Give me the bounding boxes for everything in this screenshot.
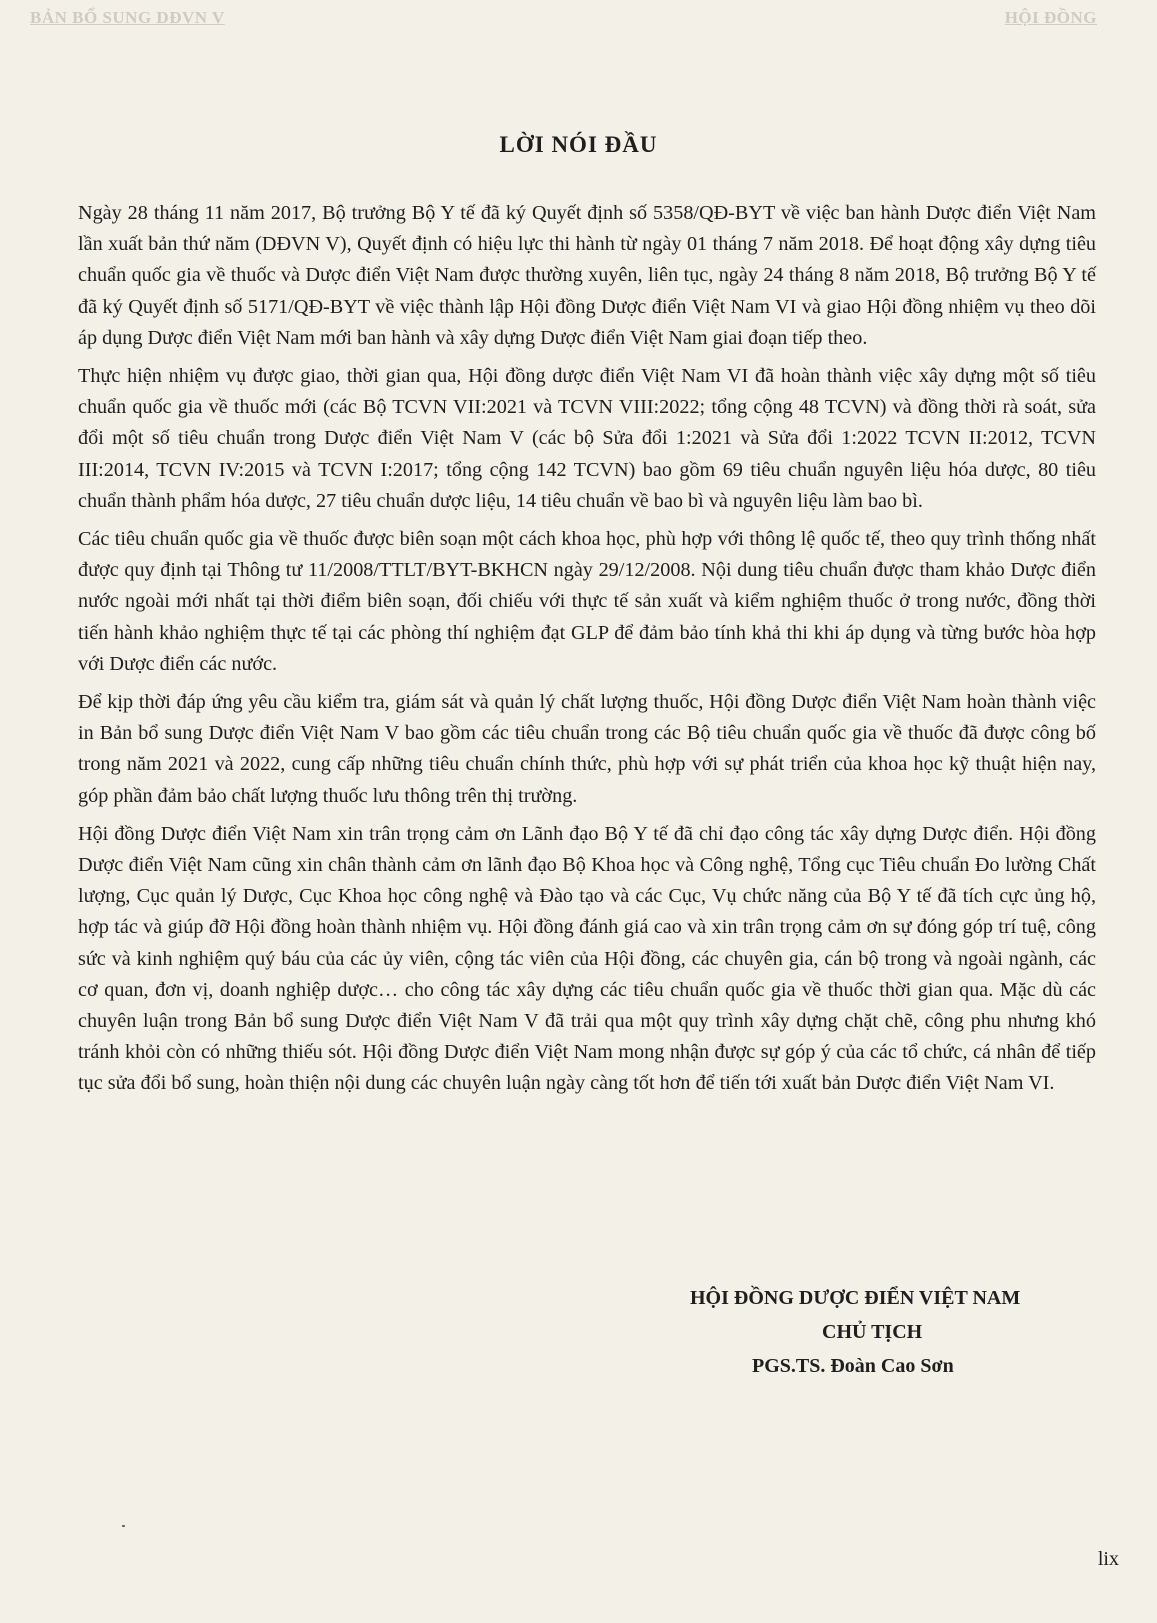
ink-speck xyxy=(122,1525,125,1527)
signature-organization: HỘI ĐỒNG DƯỢC ĐIỂN VIỆT NAM xyxy=(690,1287,1021,1309)
paragraph-5: Hội đồng Dược điển Việt Nam xin trân trọng cảm ơn Lãnh đạo Bộ Y tế đã chỉ đạo công tác xây dựng Dược điển. Hội đồng Dược điển Việt Nam cũng xin chân thành cảm ơn lãnh đạo Bộ Khoa học và Công nghệ, Tổng cục Tiêu chuẩn Đo lường Chất lượng, Cục quản lý Dược, Cục Khoa học công nghệ và Đào tạo và các Cục, Vụ chức năng của Bộ Y tế đã tích cực ủng hộ, hợp tác và giúp đỡ Hội đồng hoàn thành nhiệm vụ. Hội đồng đánh giá cao và xin trân trọng cảm ơn sự đóng góp trí tuệ, công sức và kinh nghiệm quý báu của các ủy viên, cộng tác viên của Hội đồng, các chuyên gia, cán bộ trong và ngoài ngành, các cơ quan, đơn vị, doanh nghiệp dược… cho công tác xây dựng các tiêu chuẩn quốc gia về thuốc thời gian qua. Mặc dù các chuyên luận trong Bản bổ sung Dược điển Việt Nam V đã trải qua một quy trình xây dựng chặt chẽ, công phu nhưng khó tránh khỏi còn có những thiếu sót. Hội đồng Dược điển Việt Nam mong nhận được sự góp ý của các tổ chức, cá nhân để tiếp tục sửa đổi bổ sung, hoàn thiện nội dung các chuyên luận ngày càng tốt hơn để tiến tới xuất bản Dược điển Việt Nam VI. xyxy=(78,822,1096,1095)
paragraph-2: Thực hiện nhiệm vụ được giao, thời gian qua, Hội đồng dược điển Việt Nam VI đã hoàn thành việc xây dựng một số tiêu chuẩn quốc gia về thuốc mới (các Bộ TCVN VII:2021 và TCVN VIII:2022; tổng cộng 48 TCVN) và đồng thời rà soát, sửa đổi một số tiêu chuẩn trong Dược điển Việt Nam V (các bộ Sửa đổi 1:2021 và Sửa đổi 1:2022 TCVN II:2012, TCVN III:2014, TCVN IV:2015 và TCVN I:2017; tổng cộng 142 TCVN) bao gồm 69 tiêu chuẩn nguyên liệu hóa dược, 80 tiêu chuẩn thành phẩm hóa dược, 27 tiêu chuẩn dược liệu, 14 tiêu chuẩn về bao bì và nguyên liệu làm bao bì. xyxy=(78,365,1096,512)
foreword-body xyxy=(78,198,1096,1107)
faded-running-header-right: HỘI ĐỒNG xyxy=(1004,8,1097,27)
page-title: LỜI NÓI ĐẦU xyxy=(499,132,658,157)
signature-name: PGS.TS. Đoàn Cao Sơn xyxy=(752,1355,954,1377)
signature-role: CHỦ TỊCH xyxy=(822,1321,923,1343)
paragraph-4: Để kịp thời đáp ứng yêu cầu kiểm tra, giám sát và quản lý chất lượng thuốc, Hội đồng Dược điển Việt Nam hoàn thành việc in Bản bổ sung Dược điển Việt Nam V bao gồm các tiêu chuẩn trong các Bộ tiêu chuẩn quốc gia về thuốc đã được công bố trong năm 2021 và 2022, cung cấp những tiêu chuẩn chính thức, phù hợp với sự phát triển của khoa học kỹ thuật hiện nay, góp phần đảm bảo chất lượng thuốc lưu thông trên thị trường. xyxy=(78,691,1096,807)
faded-running-header-left: BẢN BỔ SUNG DĐVN V xyxy=(30,8,225,27)
paragraph-3: Các tiêu chuẩn quốc gia về thuốc được biên soạn một cách khoa học, phù hợp với thông lệ quốc tế, theo quy trình thống nhất được quy định tại Thông tư 11/2008/TTLT/BYT-BKHCN ngày 29/12/2008. Nội dung tiêu chuẩn được tham khảo Dược điển nước ngoài mới nhất tại thời điểm biên soạn, đối chiếu với thực tế sản xuất và kiểm nghiệm thuốc ở trong nước, đồng thời tiến hành khảo nghiệm thực tế tại các phòng thí nghiệm đạt GLP để đảm bảo tính khả thi khi áp dụng và từng bước hòa hợp với Dược điển các nước. xyxy=(78,528,1096,675)
paragraph-1: Ngày 28 tháng 11 năm 2017, Bộ trưởng Bộ Y tế đã ký Quyết định số 5358/QĐ-BYT về việc ban hành Dược điển Việt Nam lần xuất bản thứ năm (DĐVN V), Quyết định có hiệu lực thi hành từ ngày 01 tháng 7 năm 2018. Để hoạt động xây dựng tiêu chuẩn quốc gia về thuốc và Dược điển Việt Nam được thường xuyên, liên tục, ngày 24 tháng 8 năm 2018, Bộ trưởng Bộ Y tế đã ký Quyết định số 5171/QĐ-BYT về việc thành lập Hội đồng Dược điển Việt Nam VI và giao Hội đồng nhiệm vụ theo dõi áp dụng Dược điển Việt Nam mới ban hành và xây dựng Dược điển Việt Nam giai đoạn tiếp theo. xyxy=(78,202,1096,349)
page-number: lix xyxy=(1097,1548,1119,1570)
signature-block xyxy=(690,1281,1070,1383)
